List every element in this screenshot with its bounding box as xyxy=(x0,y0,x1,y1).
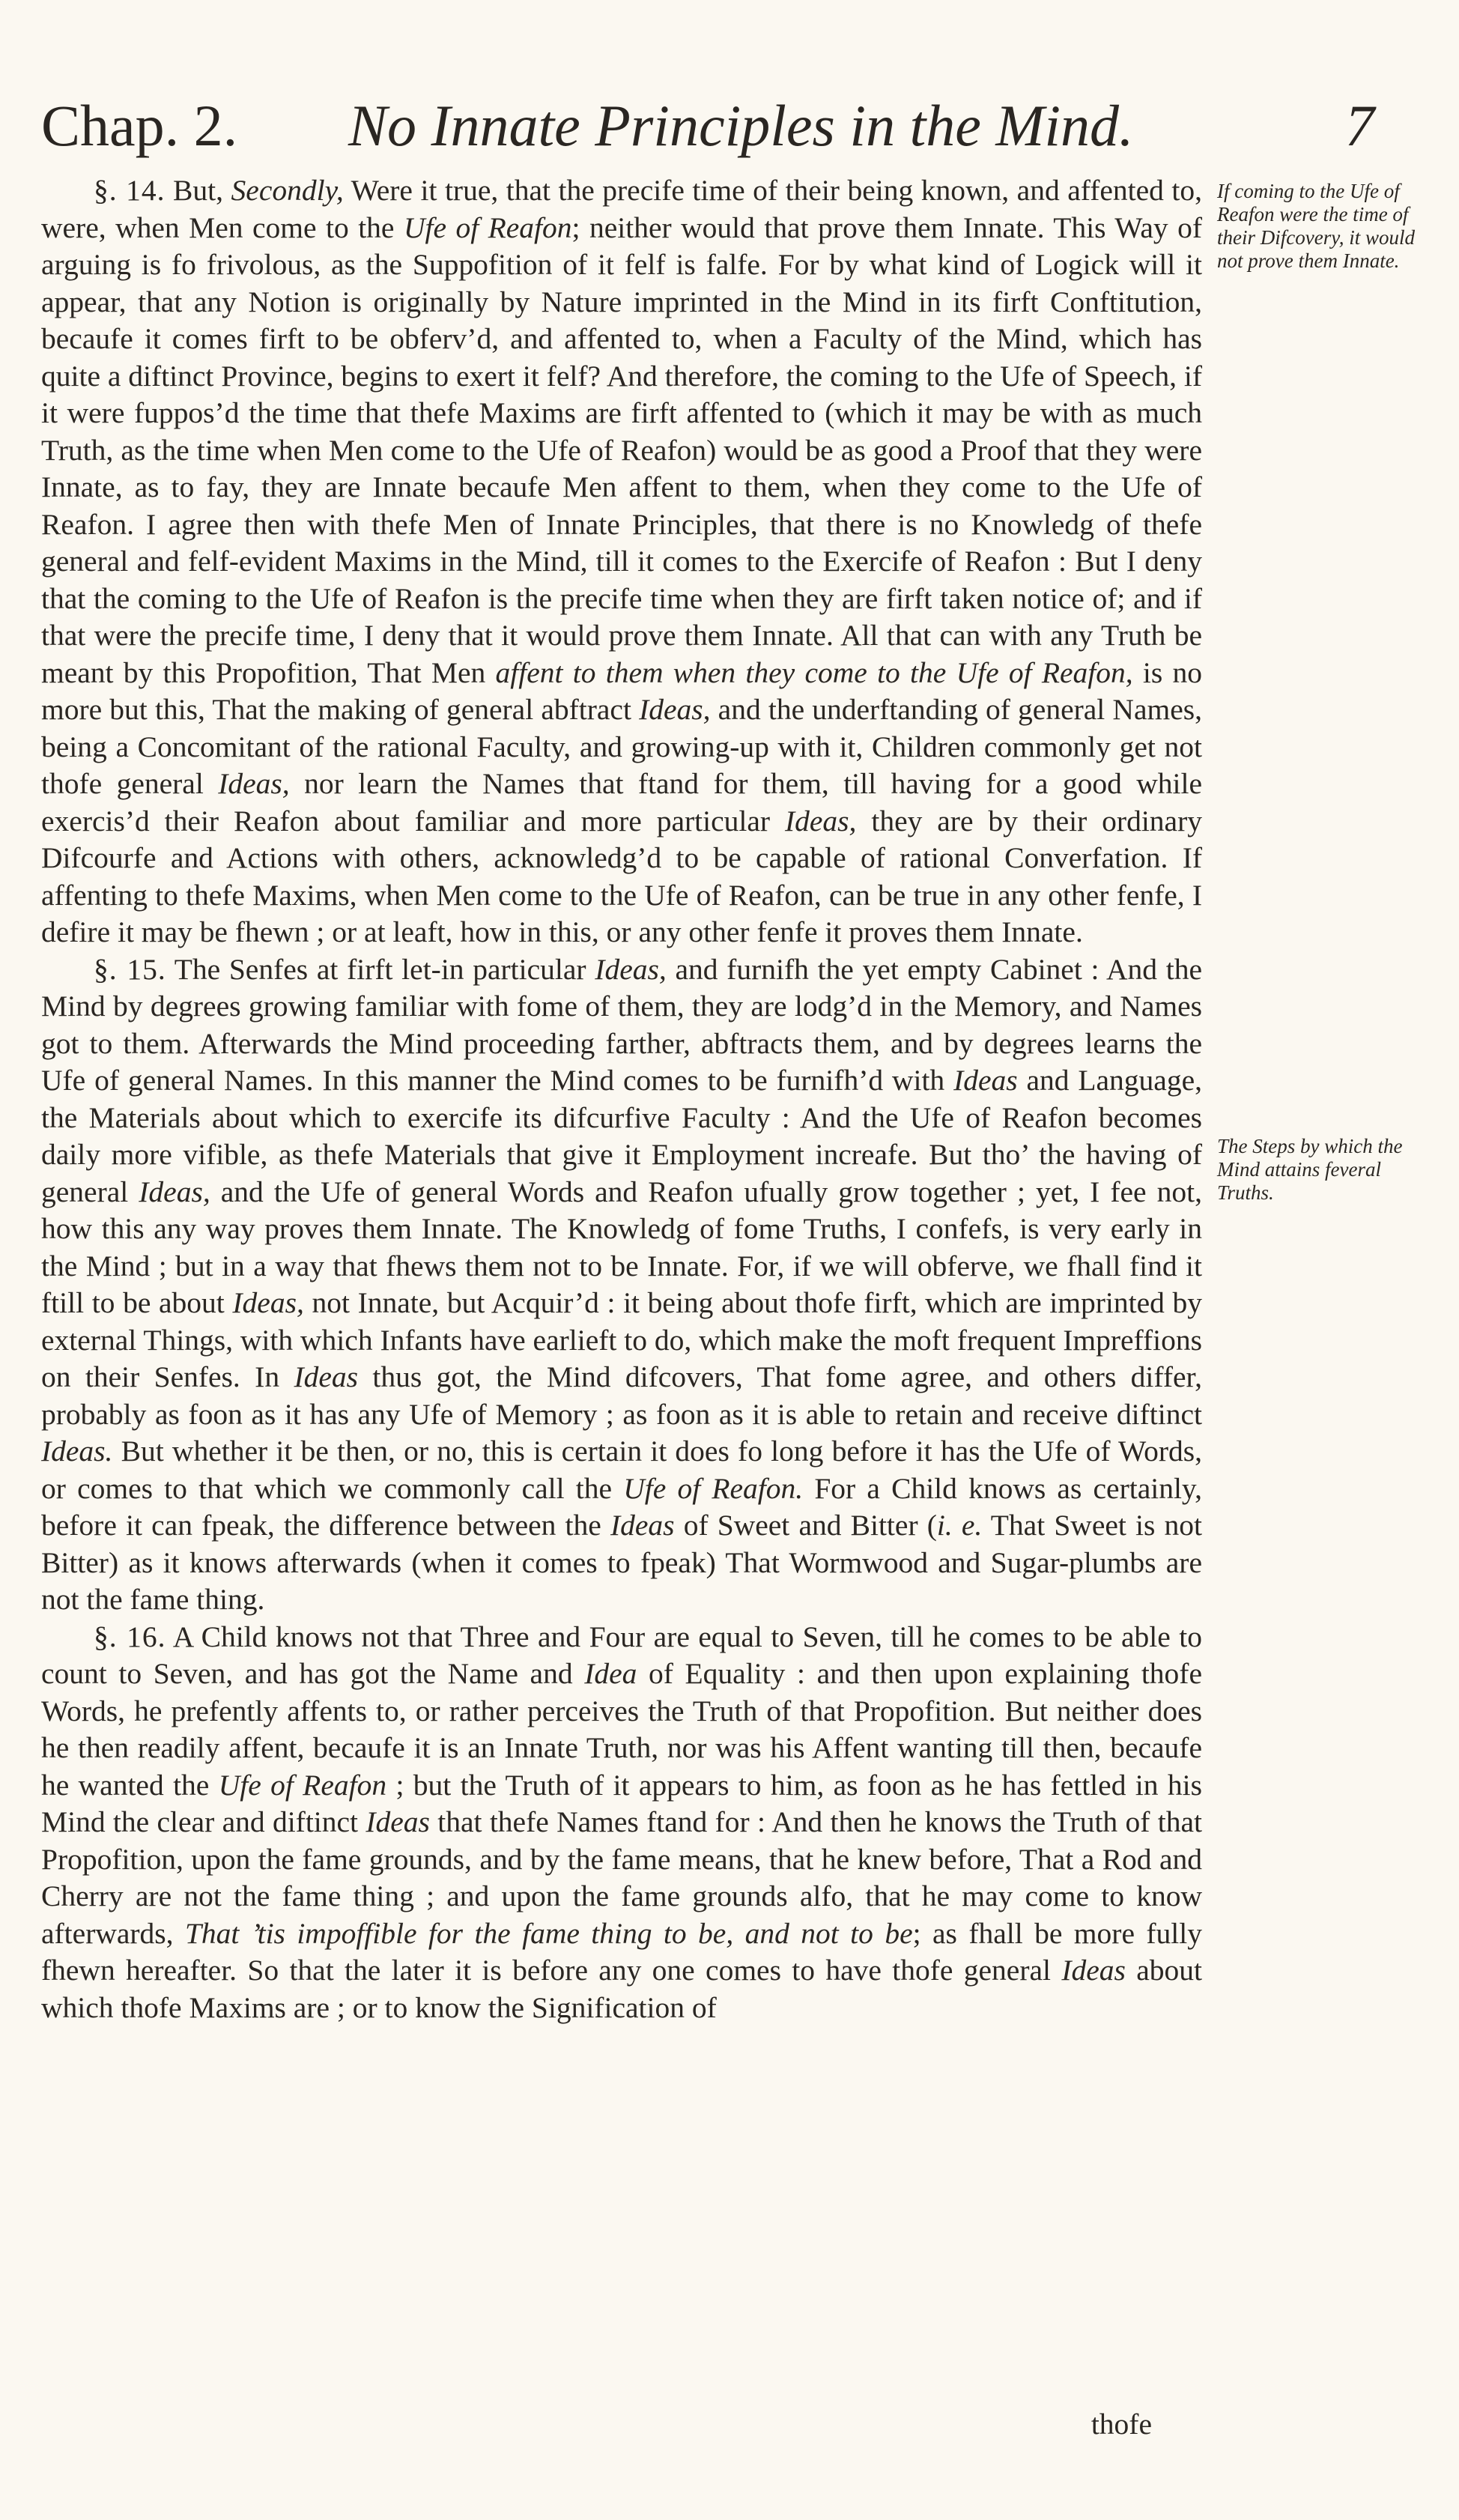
text-run: of Equality : and then upon explaining thofe Words, he prefently affents to, or rather perceives the Truth of that Propofition. But neither does he then readily affent, becaufe it is an Innate Truth, nor was his Affent wanting till then, becaufe he wanted the xyxy=(41,1657,1202,1802)
text-run: about which thofe Maxims are ; or to know the Signification of xyxy=(41,1954,1203,2024)
italic-text: Ufe of Reafon xyxy=(218,1768,387,1802)
text-run: they are by their ordinary Difcourfe and Actions with others, acknowledg’d to be capable of rational Converfation. If affenting to thefe Maxims, when Men come to the Ufe of Reafon, can be true in any other fenfe, I defire it may be fhewn ; or at leaft, how in this, or any other fenfe it proves them Innate. xyxy=(41,804,1202,948)
italic-text: Ideas xyxy=(1061,1954,1126,1987)
italic-text: Ideas, xyxy=(139,1175,210,1208)
text-run: of Sweet and Bitter ( xyxy=(674,1509,937,1542)
paragraph-section-16 xyxy=(41,1619,1202,2027)
italic-text: That ’tis impoffible for the fame thing to be, and not to be xyxy=(184,1916,913,1950)
italic-text: Ufe of Reafon xyxy=(403,210,572,244)
italic-text: Ideas, xyxy=(218,767,290,800)
text-run: thus got, the Mind difcovers, That fome agree, and others differ, probably as foon as it has any Ufe of Memory ; as foon as it is able to retain and receive diftinct xyxy=(41,1360,1202,1431)
italic-text: Ideas xyxy=(953,1064,1018,1097)
text-run: and the Ufe of general Words and Reafon ufually grow together ; yet, I fee not, how this any way proves them Innate. The Knowledg of fome Truths, I confefs, is very early in the Mind ; but in a way that fhews them not to be Innate. For, if we will obferve, we fhall find it ftill to be about xyxy=(41,1175,1202,1319)
body-text xyxy=(41,172,1202,2026)
paragraph-section-15 xyxy=(41,951,1202,1619)
catchword: thofe xyxy=(1091,2408,1152,2441)
italic-text: Ideas xyxy=(294,1360,358,1393)
text-run: nor learn the Names that ftand for them, till having for a good while exercis’d their Reafon about familiar and more particular xyxy=(41,767,1203,838)
italic-text: Ideas, xyxy=(232,1286,304,1319)
page-header xyxy=(41,88,1374,171)
margin-note-15: The Steps by which the Mind attains feveral Truths. xyxy=(1217,1135,1403,1204)
text-run: But whether it be then, or no, this is certain it does fo long before it has the Ufe of Words, or comes to that which we commonly call the xyxy=(41,1435,1202,1505)
italic-text: Ideas xyxy=(610,1509,675,1542)
text-run: that thefe Names ftand for : And then he knows the Truth of that Propofition, upon the fame grounds, and by the fame means, that he knew before, That a Rod and Cherry are not the fame thing ; and upon the fame grounds alfo, that he may come to know afterwards, xyxy=(41,1805,1202,1950)
italic-text: i. e. xyxy=(936,1509,983,1542)
italic-text: affent to them when they come to the Ufe of Reafon, xyxy=(495,655,1133,689)
text-run: ; but the Truth of it appears to him, as foon as he has fettled in his Mind the clear and diftinct xyxy=(41,1768,1202,1838)
text-run: The Senfes at firft let-in particular xyxy=(166,952,595,986)
italic-text: Ideas. xyxy=(41,1435,113,1468)
text-run: For a Child knows as certainly, before it can fpeak, the difference between the xyxy=(41,1471,1202,1542)
text-run: and Language, the Materials about which to exercife its difcurfive Faculty : And the Ufe of Reafon becomes daily more vifible, as thefe Materials that give it Employment increafe. But tho’ the having of general xyxy=(41,1064,1202,1208)
text-run: and the underftanding of general Names, being a Concomitant of the rational Faculty, and growing-up with it, Children commonly get not thofe general xyxy=(41,693,1202,800)
text-run: and furnifh the yet empty Cabinet : And the Mind by degrees growing familiar with fome of them, they are lodg’d in the Memory, and Names got to them. Afterwards the Mind proceeding farther, abftracts them, and by degrees learns the Ufe of general Names. In this manner the Mind comes to be furnifh’d with xyxy=(41,952,1203,1097)
section-number: §. 16. xyxy=(94,1620,166,1653)
section-number: §. 15. xyxy=(94,952,166,986)
italic-text: Idea xyxy=(584,1657,637,1690)
text-run: is no more but this, That the making of general abftract xyxy=(41,655,1202,726)
text-run: Were it true, that the precife time of their being known, and affented to, were, when Men come to the xyxy=(41,174,1203,244)
italic-text: Secondly, xyxy=(231,174,344,207)
text-run: That Sweet is not Bitter) as it knows afterwards (when it comes to fpeak) That Wormwood and Sugar-plumbs are not the fame thing. xyxy=(41,1509,1203,1616)
text-run: A Child knows not that Three and Four are equal to Seven, till he comes to be able to count to Seven, and has got the Name and xyxy=(41,1620,1202,1690)
running-title: No Innate Principles in the Mind. xyxy=(348,93,1134,158)
italic-text: Ideas xyxy=(365,1805,430,1838)
italic-text: Ideas, xyxy=(595,952,667,986)
italic-text: Ufe of Reafon. xyxy=(623,1471,804,1505)
text-run: ; as fhall be more fully fhewn hereafter. So that the later it is before any one comes to have thofe general xyxy=(41,1916,1202,1987)
text-run: ; neither would that prove them Innate. This Way of arguing is fo frivolous, as the Suppofition of it felf is falfe. For by what kind of Logick will it appear, that any Notion is originally by Nature imprinted in the Mind in its firft Conftitution, becaufe it comes firft to be obferv’d, and affented to, when a Faculty of the Mind, which has quite a diftinct Province, begins to exert it felf? And therefore, the coming to the Ufe of Speech, if it were fuppos’d the time that thefe Maxims are firft affented to (which it may be with as much Truth, as the time when Men come to the Ufe of Reafon) would be as good a Proof that they were Innate, as to fay, they are Innate becaufe Men affent to them, when they come to the Ufe of Reafon. I agree then with thefe Men of Innate Principles, that there is no Knowledg of thefe general and felf-evident Maxims in the Mind, till it comes to the Exercife of Reafon : But I deny that the coming to the Ufe of Reafon is the precife time when they are firft taken notice of; and if that were the precife time, I deny that it would prove them Innate. All that can with any Truth be meant by this Propofition, That Men xyxy=(41,210,1202,689)
section-number: §. 14. xyxy=(94,174,166,207)
margin-note-14: If coming to the Ufe of Reafon were the time of their Difcovery, it would not prove them Innate. xyxy=(1217,180,1415,272)
paragraph-section-14 xyxy=(41,172,1202,951)
text-run: But, xyxy=(165,174,231,207)
italic-text: Ideas, xyxy=(784,804,857,838)
page-number: 7 xyxy=(1345,93,1374,158)
text-run: not Innate, but Acquir’d : it being about thofe firft, which are imprinted by external Things, with which Infants have earlieft to do, which make the moft frequent Impreffions on their Senfes. In xyxy=(41,1286,1202,1393)
italic-text: Ideas, xyxy=(639,693,711,726)
chapter-label: Chap. 2. xyxy=(41,93,238,158)
